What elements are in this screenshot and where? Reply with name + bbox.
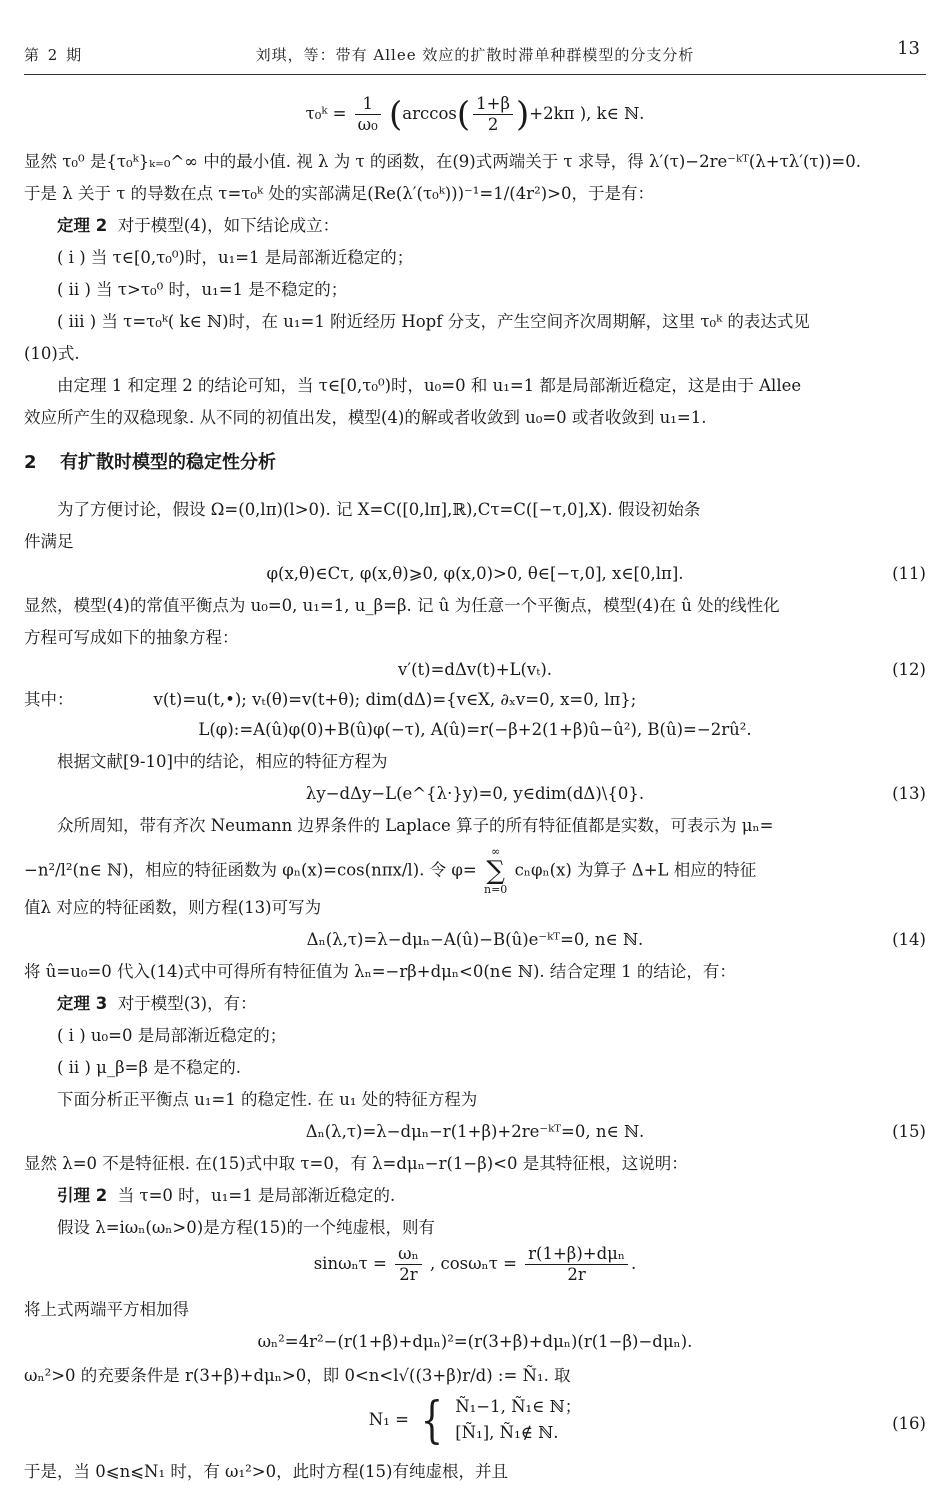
page-number: 13 xyxy=(897,38,920,59)
equation-12: v′(t)=dΔv(t)+L(vₜ). xyxy=(398,660,552,679)
equation-14: Δₙ(λ,τ)=λ−dμₙ−A(û)−B(û)e⁻ᵏᵀ=0, n∈ ℕ. xyxy=(306,930,644,949)
theorem-item: ( ⅲ ) 当 τ=τ₀ᵏ( k∈ ℕ)时，在 u₁=1 附近经历 Hopf 分支，产生空间齐次周期解，这里 τ₀ᵏ 的表达式见 xyxy=(57,312,810,331)
text-line: ωₙ²>0 的充要条件是 r(3+β)+dμₙ>0，即 0<n<l√((3+β)r/d) := Ñ₁. 取 xyxy=(24,1366,571,1385)
page-header xyxy=(24,38,926,68)
text-line: 效应所产生的双稳现象. 从不同的初值出发，模型(4)的解或者收敛到 u₀=0 或者收敛到 u₁=1. xyxy=(24,408,707,427)
paragraph-line: 众所周知，带有齐次 Neumann 边界条件的 Laplace 算子的所有特征值都是实数，可表示为 μₙ= xyxy=(57,816,774,835)
equation-16-cases: Ñ₁−1, Ñ₁∈ ℕ； [Ñ₁], Ñ₁∉ ℕ. xyxy=(455,1397,582,1443)
text-line: 方程可写成如下的抽象方程： xyxy=(24,628,239,647)
where-label: 其中： xyxy=(24,690,74,709)
text-line: 将上式两端平方相加得 xyxy=(24,1300,189,1319)
equation-11: φ(x,θ)∈Cτ, φ(x,θ)⩾0, φ(x,0)>0, θ∈[−τ,0], x∈[0,lπ]. xyxy=(266,564,684,583)
eq10-arccos: arccos xyxy=(402,103,457,123)
sin-fraction: $\frac{\text{ωₙ}}{2r}$ xyxy=(395,1244,422,1285)
text-line: 显然，模型(4)的常值平衡点为 u₀=0, u₁=1, u_β=β. 记 û 为任意一个平衡点，模型(4)在 û 处的线性化 xyxy=(24,596,780,615)
text-line: (10)式. xyxy=(24,344,80,363)
equation-number: (14) xyxy=(892,930,926,949)
header-rule xyxy=(24,74,926,75)
summation-symbol: ∞ ∑ n=0 xyxy=(484,845,508,897)
sin-cos-equation: sinωₙτ = $\frac{\text{ωₙ}}{2r}$ , cosωₙτ = $\frac{\text{r(1+β)+dμₙ}}{2r}$ . xyxy=(313,1244,637,1284)
running-title: 刘琪，等：带有 Allee 效应的扩散时滞单种群模型的分支分析 xyxy=(255,46,695,64)
text-line: 于是，当 0⩽n⩽N₁ 时，有 ω₁²>0，此时方程(15)有纯虚根，并且 xyxy=(24,1462,508,1481)
eq10-tail: +2kπ ), k∈ ℕ. xyxy=(529,103,645,123)
cos-fraction: $\frac{\text{r(1+β)+dμₙ}}{2r}$ xyxy=(525,1244,628,1285)
equation-10: τ₀ᵏ = $\frac{1}{\text{ω₀}}$ (arccos( $\frac{1+\beta}{2}$ )+2kπ ), k∈ ℕ. xyxy=(305,94,645,135)
issue-number: 第 2 期 xyxy=(24,46,84,64)
theorem-item: ( ⅰ ) 当 τ∈[0,τ₀⁰)时，u₁=1 是局部渐近稳定的； xyxy=(57,248,414,267)
text-line: 显然 λ=0 不是特征根. 在(15)式中取 τ=0，有 λ=dμₙ−r(1−β)<0 是其特征根，这说明： xyxy=(24,1154,688,1173)
eq10-lhs: τ₀ᵏ = xyxy=(305,103,347,123)
paragraph-line: 下面分析正平衡点 u₁=1 的稳定性. 在 u₁ 处的特征方程为 xyxy=(57,1090,478,1109)
text-line: 件满足 xyxy=(24,532,74,551)
operator-definition: L(φ):=A(û)φ(0)+B(û)φ(−τ), A(û)=r(−β+2(1+β)û−û²), B(û)=−2rû². xyxy=(198,720,752,739)
eigen-line: −n²/l²(n∈ ℕ)，相应的特征函数为 φₙ(x)=cos(nπx/l). 令 φ= ∞ ∑ n=0 cₙφₙ(x) 为算子 Δ+L 相应的特征 xyxy=(24,845,757,897)
equation-number: (15) xyxy=(892,1122,926,1141)
lemma-label: 引理 2 xyxy=(57,1186,108,1205)
text-line: 值λ 对应的特征函数，则方程(13)可写为 xyxy=(24,898,322,917)
eq10-inner-fraction: $\frac{1+\beta}{2}$ xyxy=(473,94,513,135)
equation-16: N₁ = { Ñ₁−1, Ñ₁∈ ℕ； [Ñ₁], Ñ₁∉ ℕ. xyxy=(368,1391,582,1450)
paragraph-line: 根据文献[9-10]中的结论，相应的特征方程为 xyxy=(57,752,388,771)
text-line: 将 û=u₀=0 代入(14)式中可得所有特征值为 λₙ=−rβ+dμₙ<0(n∈ ℕ). 结合定理 1 的结论，有： xyxy=(24,962,736,981)
paragraph-line: 假设 λ=iωₙ(ωₙ>0)是方程(15)的一个纯虚根，则有 xyxy=(57,1218,436,1237)
equation-number: (11) xyxy=(892,564,926,583)
equation-number: (12) xyxy=(892,660,926,679)
theorem-item: ( ⅱ ) 当 τ>τ₀⁰ 时，u₁=1 是不稳定的； xyxy=(57,280,348,299)
eq10-fraction: $\frac{1}{\text{ω₀}}$ xyxy=(355,94,381,135)
equation-number: (13) xyxy=(892,784,926,803)
text-line: 于是 λ 关于 τ 的导数在点 τ=τ₀ᵏ 处的实部满足(Re(λ′(τ₀ᵏ)))⁻¹=1/(4r²)>0，于是有： xyxy=(24,184,654,203)
paragraph-line: 为了方便讨论，假设 Ω=(0,lπ)(l>0). 记 X=C([0,lπ],ℝ),Cτ=C([−τ,0],X). 假设初始条 xyxy=(57,500,701,519)
theorem-2: 定理 2 对于模型(4)，如下结论成立： xyxy=(57,216,340,235)
text-line: 显然 τ₀⁰ 是{τ₀ᵏ}ₖ₌₀^∞ 中的最小值. 视 λ 为 τ 的函数，在(9)式两端关于 τ 求导，得 λ′(τ)−2re⁻ᵏᵀ(λ+τλ′(τ))=0. xyxy=(24,152,861,171)
equation-number: (16) xyxy=(892,1414,926,1433)
theorem-3: 定理 3 对于模型(3)，有： xyxy=(57,994,257,1013)
theorem-item: ( ⅱ ) μ_β=β 是不稳定的. xyxy=(57,1058,242,1077)
paragraph-line: 由定理 1 和定理 2 的结论可知，当 τ∈[0,τ₀⁰)时，u₀=0 和 u₁=1 都是局部渐近稳定，这是由于 Allee xyxy=(57,376,802,395)
equation-13: λy−dΔy−L(e^{λ·}y)=0, y∈dim(dΔ)\{0}. xyxy=(305,784,645,803)
theorem-item: ( ⅰ ) u₀=0 是局部渐近稳定的； xyxy=(57,1026,287,1045)
section-heading: 2 有扩散时模型的稳定性分析 xyxy=(24,452,276,473)
theorem-label: 定理 3 xyxy=(57,994,108,1013)
omega-equation: ωₙ²=4r²−(r(1+β)+dμₙ)²=(r(3+β)+dμₙ)(r(1−β)−dμₙ). xyxy=(257,1332,693,1351)
equation-15: Δₙ(λ,τ)=λ−dμₙ−r(1+β)+2re⁻ᵏᵀ=0, n∈ ℕ. xyxy=(305,1122,645,1141)
lemma-2: 引理 2 当 τ=0 时，u₁=1 是局部渐近稳定的. xyxy=(57,1186,396,1205)
where-line: 其中： v(t)=u(t,•); vₜ(θ)=v(t+θ); dim(dΔ)={v∈X, ∂ₓv=0, x=0, lπ}; xyxy=(24,690,637,709)
theorem-label: 定理 2 xyxy=(57,216,108,235)
